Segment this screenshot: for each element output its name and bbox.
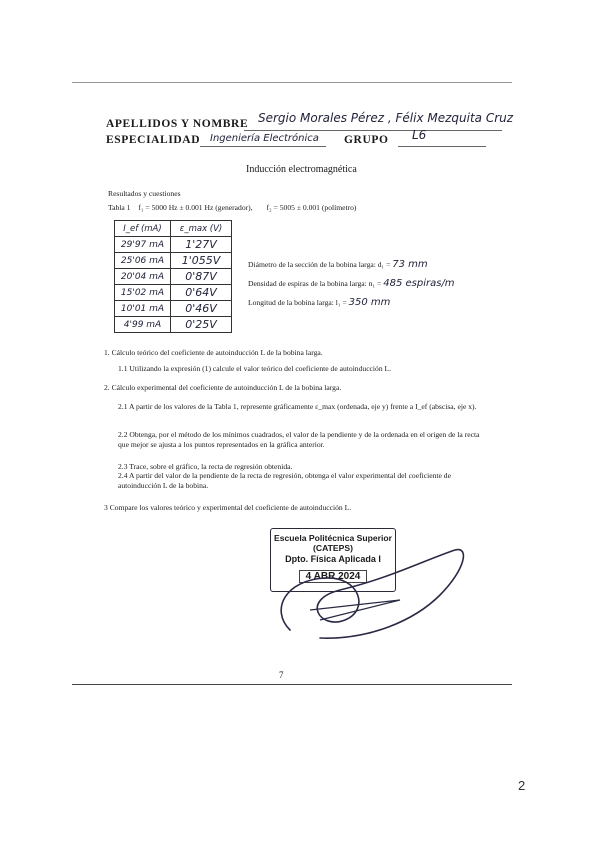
name-underline	[244, 130, 502, 131]
density-value: 485 espiras/m	[383, 278, 455, 289]
question-text: Cálculo teórico del coeficiente de autoinducción L de la bobina larga.	[111, 348, 323, 357]
question-number: 2.4	[118, 471, 128, 480]
bottom-rule	[72, 684, 512, 685]
question-1	[104, 348, 484, 358]
cell-current: 25'06 mA	[115, 253, 171, 269]
table-row	[115, 285, 232, 301]
question-text: Cálculo experimental del coeficiente de autoinducción L de la bobina larga.	[111, 383, 342, 392]
inner-page-number: 7	[279, 670, 284, 680]
stamp-date: 4 ABR 2024	[299, 570, 368, 583]
table-row	[115, 317, 232, 333]
table-row	[115, 301, 232, 317]
stamp-line-2: Dpto. Física Aplicada I	[285, 554, 381, 564]
cell-current: 4'99 mA	[115, 317, 171, 333]
specialty-underline	[200, 146, 326, 147]
question-text: Obtenga, por el método de los mínimos cuadrados, el valor de la pendiente y de la ordenada en el origen de la recta que mejor se ajusta a los puntos representados en la gráfica anterior.	[118, 430, 480, 449]
table-row	[115, 269, 232, 285]
col-header-emf: ε_max (V)	[171, 221, 232, 237]
section-title: Inducción electromagnética	[246, 164, 357, 175]
group-underline	[398, 146, 486, 147]
coil-length	[248, 298, 390, 308]
table-caption-prefix: Tabla 1	[108, 203, 131, 212]
question-text: Trace, sobre el gráfico, la recta de regresión obtenida.	[129, 462, 293, 471]
question-2	[104, 383, 484, 393]
cell-current: 29'97 mA	[115, 237, 171, 253]
f2-text: f₂ = 5005 ± 0.001 (polímetro)	[266, 203, 357, 212]
cell-emf: 1'27V	[171, 237, 232, 253]
page-number: 2	[518, 778, 526, 793]
question-2-2	[118, 430, 484, 449]
coil-diameter	[248, 260, 428, 270]
diameter-value: 73 mm	[392, 259, 428, 270]
signature	[250, 540, 480, 650]
table-caption	[108, 203, 356, 213]
cell-emf: 0'87V	[171, 269, 232, 285]
cell-emf: 0'25V	[171, 317, 232, 333]
top-rule	[72, 82, 512, 83]
cell-emf: 1'055V	[171, 253, 232, 269]
cell-emf: 0'46V	[171, 301, 232, 317]
table-row	[115, 237, 232, 253]
cell-current: 20'04 mA	[115, 269, 171, 285]
diameter-label: Diámetro de la sección de la bobina larga: d₁ =	[248, 260, 391, 269]
question-text: A partir de los valores de la Tabla 1, represente gráficamente ε_max (ordenada, eje y) frente a I_ef (abscisa, eje x).	[128, 402, 477, 411]
name-value: Sergio Morales Pérez , Félix Mezquita Cruz	[258, 111, 514, 125]
coil-density	[248, 279, 455, 289]
question-3	[104, 503, 484, 513]
stamp-line-1: Escuela Politécnica Superior (CATEPS)	[274, 533, 392, 553]
question-number: 2.2	[118, 430, 128, 439]
question-number: 2.3	[118, 462, 128, 471]
question-2-1	[118, 402, 484, 412]
cell-current: 15'02 mA	[115, 285, 171, 301]
length-value: 350 mm	[348, 297, 391, 308]
question-number: 3	[104, 503, 108, 512]
question-2-4	[118, 471, 484, 490]
question-number: 1.	[104, 348, 110, 357]
question-text: Compare los valores teórico y experimental del coeficiente de autoinducción L.	[109, 503, 352, 512]
cell-emf: 0'64V	[171, 285, 232, 301]
question-number: 2.	[104, 383, 110, 392]
f1-text: f₁ = 5000 Hz ± 0.001 Hz (generador),	[138, 203, 253, 212]
specialty-label: ESPECIALIDAD	[106, 134, 201, 146]
name-label: APELLIDOS Y NOMBRE	[106, 118, 249, 130]
table-row	[115, 253, 232, 269]
cell-current: 10'01 mA	[115, 301, 171, 317]
question-number: 2.1	[118, 402, 128, 411]
table-header-row	[115, 221, 232, 237]
specialty-value: Ingeniería Electrónica	[210, 133, 319, 144]
density-label: Densidad de espiras de la bobina larga: n₁ =	[248, 279, 382, 288]
col-header-current: I_ef (mA)	[115, 221, 171, 237]
group-label: GRUPO	[344, 134, 389, 146]
question-text: A partir del valor de la pendiente de la recta de regresión, obtenga el valor experimental del coeficiente de autoinducción L de la bobina.	[118, 471, 451, 490]
question-text: Utilizando la expresión (1) calcule el valor teórico del coeficiente de autoinducción L.	[129, 364, 392, 373]
length-label: Longitud de la bobina larga: l₁ =	[248, 298, 347, 307]
question-number: 1.1	[118, 364, 128, 373]
results-heading: Resultados y cuestiones	[108, 189, 181, 198]
group-value: L6	[412, 128, 427, 142]
question-1-1	[118, 364, 488, 374]
data-table	[114, 220, 232, 333]
